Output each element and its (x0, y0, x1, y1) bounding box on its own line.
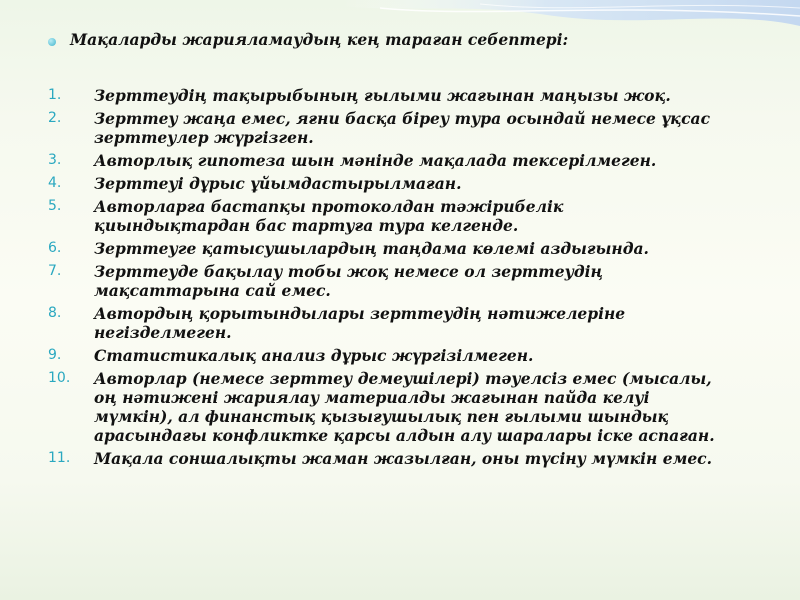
list-item (48, 239, 768, 258)
list-item (48, 449, 768, 468)
list-item-number: 7. (48, 263, 62, 279)
list-item (48, 86, 768, 105)
list-item (48, 262, 768, 300)
list-item-text: Зерттеуі дұрыс ұйымдастырылмаған. (94, 174, 462, 193)
list-item-number: 2. (48, 110, 62, 126)
list-item (48, 346, 768, 365)
heading: Мақаларды жарияламаудың кең тараған себептері: (70, 30, 569, 49)
list-item (48, 174, 768, 193)
list-item (48, 304, 768, 342)
list-item-number: 10. (48, 370, 71, 386)
list-item-text: Мақала соншалықты жаман жазылған, оны түсіну мүмкін емес. (94, 449, 713, 468)
content-area (48, 30, 768, 472)
list-item-number: 1. (48, 87, 62, 103)
list-item-number: 3. (48, 152, 62, 168)
list-item (48, 369, 768, 445)
bullet-icon (48, 38, 56, 46)
list-item-number: 4. (48, 175, 62, 191)
list-item-text: Зерттеуге қатысушылардың таңдама көлемі аздығында. (94, 239, 649, 258)
list-item (48, 197, 768, 235)
list-item-number: 6. (48, 240, 62, 256)
list-item-text: Авторларға бастапқы протоколдан тәжірибелік қиындықтардан бас тартуға тура келгенде. (94, 197, 564, 235)
list-item (48, 151, 768, 170)
heading-row (48, 30, 768, 50)
list-item-text: Авторлар (немесе зерттеу демеушілері) тәуелсіз емес (мысалы, оң нәтижені жариялау материалды жағынан пайда келуі мүмкін), ал финанстық қызығушылық пен ғылыми шындық арасындағы конфликтке қарсы алдын алу шаралары іске аспаған. (94, 369, 715, 445)
list-item (48, 109, 768, 147)
list-item-number: 9. (48, 347, 62, 363)
list-item-number: 8. (48, 305, 62, 321)
list-item-text: Статистикалық анализ дұрыс жүргізілмеген. (94, 346, 534, 365)
reasons-list (48, 86, 768, 468)
list-item-number: 5. (48, 198, 62, 214)
list-item-number: 11. (48, 450, 71, 466)
list-item-text: Автордың қорытындылары зерттеудің нәтижелеріне негізделмеген. (94, 304, 626, 342)
list-item-text: Авторлық гипотеза шын мәнінде мақалада тексерілмеген. (94, 151, 657, 170)
list-item-text: Зерттеу жаңа емес, яғни басқа біреу тура осындай немесе ұқсас зерттеулер жүргізген. (94, 109, 711, 147)
list-item-text: Зерттеудің тақырыбының ғылыми жағынан маңызы жоқ. (94, 86, 671, 105)
list-item-text: Зерттеуде бақылау тобы жоқ немесе ол зерттеудің мақсаттарына сай емес. (94, 262, 603, 300)
